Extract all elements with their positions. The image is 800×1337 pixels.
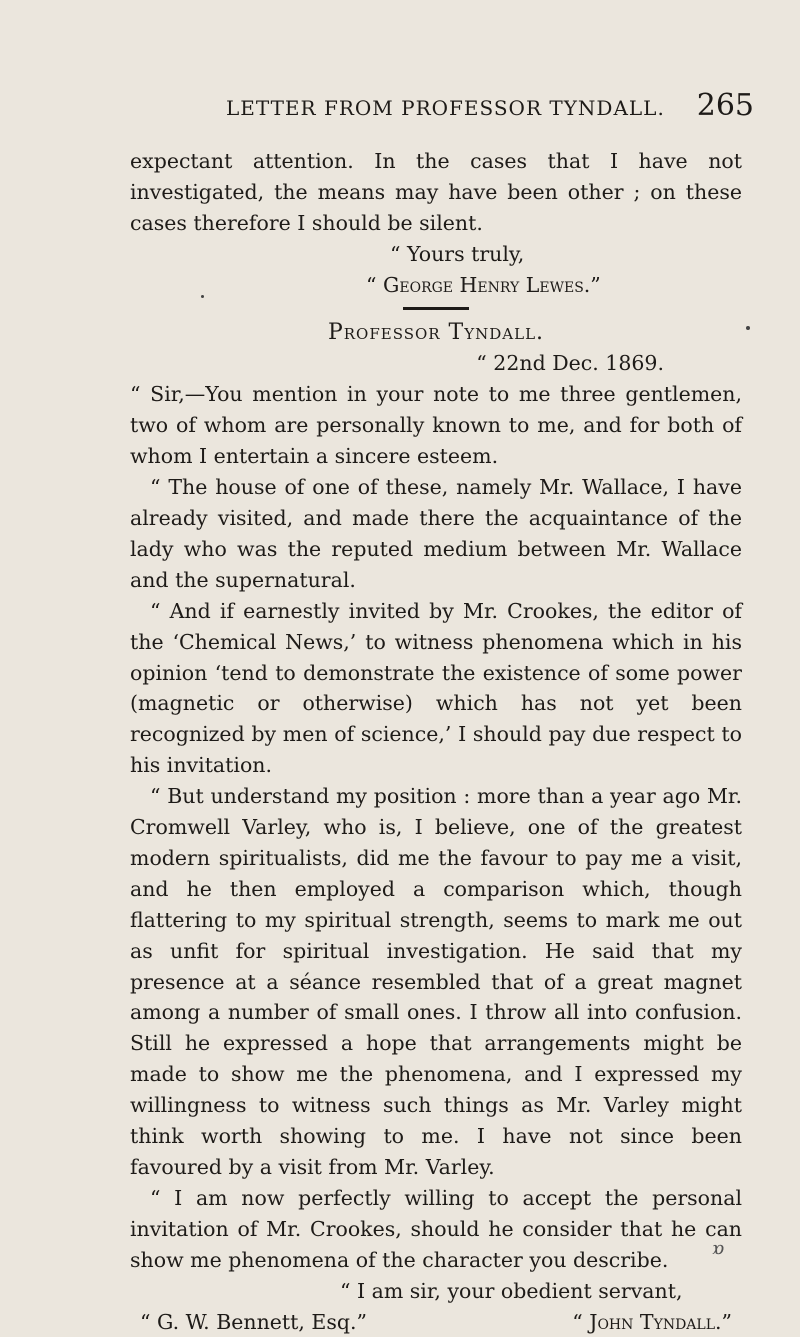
addressee: “ G. W. Bennett, Esq.” [140, 1309, 368, 1334]
running-head [226, 88, 754, 123]
paragraph: “ I am now perfectly willing to accept the personal invitation of Mr. Crookes, should he consider that he can show me phenomena of the character you describe. [130, 1185, 742, 1272]
lewes-letter-text: expectant attention. In the cases that I have not investigated, the means may have been other ; on these cases therefore I should be silent. [130, 149, 742, 235]
paragraph: “ Sir,—You mention in your note to me three gentlemen, two of whom are personally known to me, and for both of whom I entertain a sincere esteem. [130, 382, 742, 469]
lewes-signature: “ George Henry Lewes.” [366, 272, 601, 297]
paragraph: “ And if earnestly invited by Mr. Crookes, the editor of the ‘Chemical News,’ to witness phenomena which in his opinion ‘tend to demonstrate the existence of some power (magnetic or otherwise) which has not yet been recognized by men of science,’ I should pay due respect to his invitation. [130, 598, 742, 778]
print-speck [201, 295, 204, 298]
lewes-closing: “ Yours truly, [390, 241, 525, 266]
section-divider [403, 307, 469, 310]
print-speck [746, 326, 750, 330]
letter-date: “ 22nd Dec. 1869. [476, 351, 664, 376]
section-heading: Professor Tyndall. [327, 319, 545, 345]
tyndall-signature: “ John Tyndall.” [572, 1309, 732, 1334]
running-head-title: LETTER FROM PROFESSOR TYNDALL. [226, 96, 665, 120]
body-text [130, 146, 742, 1337]
final-line [130, 1307, 742, 1337]
tyndall-closing: “ I am sir, your obedient servant, [340, 1278, 683, 1303]
paragraph: “ The house of one of these, namely Mr. Wallace, I have already visited, and made there the acquaintance of the lady who was the reputed medium between Mr. Wallace and the supernatural. [130, 475, 742, 592]
paragraph: “ But understand my position : more than a year ago Mr. Cromwell Varley, who is, I believe, one of the greatest modern spiritualists, did me the favour to pay me a visit, and he then employed a comparison which, though flattering to my spiritual strength, seems to mark me out as unfit for spiritual investigation. He said that my presence at a séance resembled that of a great magnet among a number of small ones. I throw all into confusion. Still he expressed a hope that arrangements might be made to show me the phenomena, and I expressed my willingness to witness such things as Mr. Varley might think worth showing to me. I have not since been favoured by a visit from Mr. Varley. [130, 784, 742, 1179]
footer-signature-mark: ɒ [712, 1238, 725, 1259]
page-number: 265 [696, 88, 754, 123]
